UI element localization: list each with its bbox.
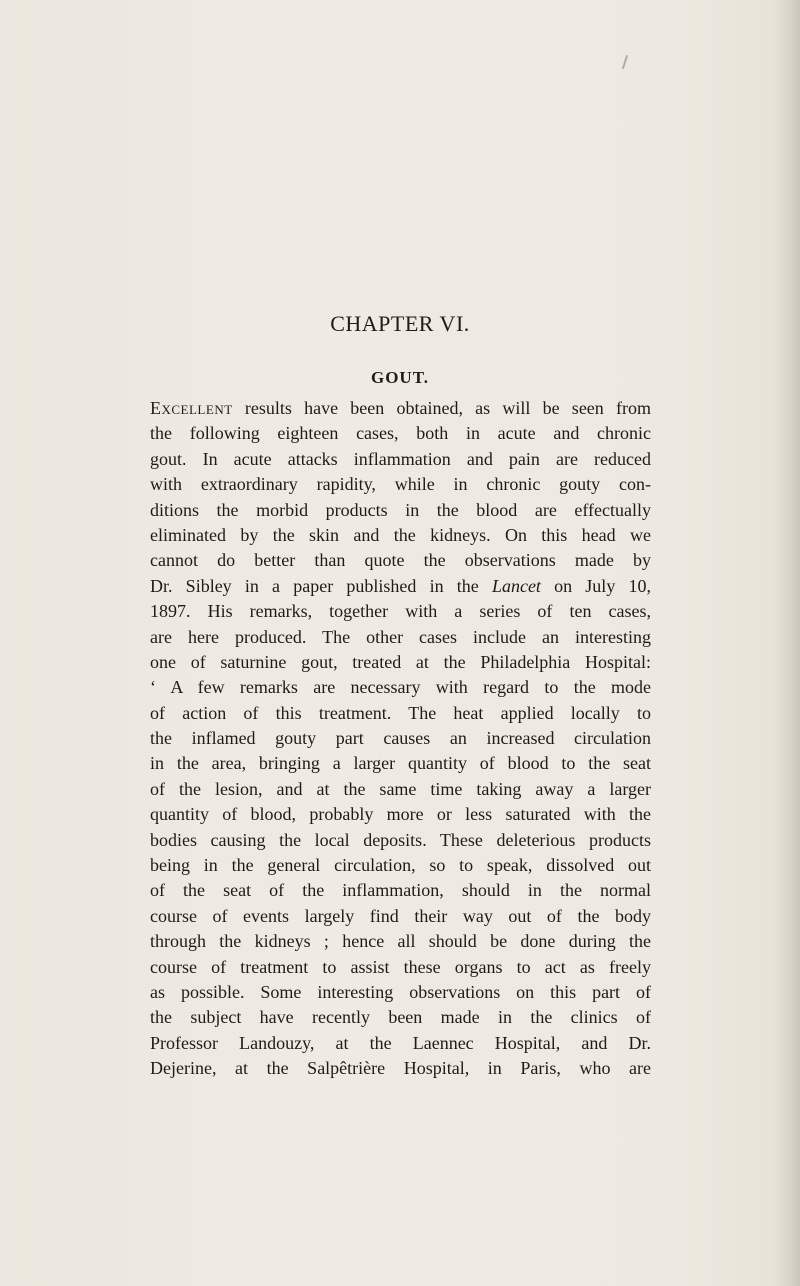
text-line: course of treatment to assist these organs to act as freely: [150, 956, 651, 977]
text-line: Dejerine, at the Salpêtrière Hospital, in Paris, who are: [150, 1058, 651, 1079]
text-line: bodies causing the local deposits. These deleterious products: [150, 829, 651, 850]
text-line: the subject have recently been made in the clinics of: [150, 1007, 651, 1028]
text-line: of action of this treatment. The heat applied locally to: [150, 702, 651, 723]
text-line: course of events largely find their way out of the body: [150, 905, 651, 926]
text-line: of the seat of the inflammation, should in the normal: [150, 880, 651, 901]
text-line: being in the general circulation, so to speak, dissolved out: [150, 855, 651, 876]
text-line: gout. In acute attacks inflammation and pain are reduced: [150, 448, 651, 469]
chapter-title: GOUT.: [370, 368, 430, 387]
paragraph: [150, 396, 651, 1082]
lead-word: Excellent: [150, 398, 233, 418]
text-line: the following eighteen cases, both in acute and chronic: [150, 423, 651, 444]
text-line: with extraordinary rapidity, while in chronic gouty con-: [150, 474, 651, 495]
text-line: in the area, bringing a larger quantity of blood to the seat: [150, 753, 651, 774]
text-line: ‘ A few remarks are necessary with regard to the mode: [150, 677, 651, 698]
text-line: quantity of blood, probably more or less saturated with the: [150, 804, 651, 825]
text-line: ditions the morbid products in the blood are effectually: [150, 499, 651, 520]
text-line: eliminated by the skin and the kidneys. On this head we: [150, 524, 651, 545]
text-line: through the kidneys ; hence all should be done during the: [150, 931, 651, 952]
text-line: Excellent results have been obtained, as will be seen from: [150, 398, 651, 418]
text-line: 1897. His remarks, together with a series of ten cases,: [150, 601, 651, 622]
journal-name: Lancet: [491, 575, 541, 596]
chapter-heading: CHAPTER VI.: [330, 311, 470, 336]
text-line: are here produced. The other cases include an interesting: [150, 626, 651, 647]
text-line: of the lesion, and at the same time taking away a larger: [150, 778, 651, 799]
text-line: Dr. Sibley in a paper published in the Lancet on July 10,: [150, 575, 651, 596]
text-line: Professor Landouzy, at the Laennec Hospital, and Dr.: [150, 1032, 651, 1053]
page-edge-shadow: [774, 0, 800, 1286]
text-line: as possible. Some interesting observations on this part of: [150, 981, 651, 1002]
text-line: the inflamed gouty part causes an increased circulation: [150, 728, 651, 749]
text-line: cannot do better than quote the observations made by: [150, 550, 651, 571]
pencil-mark: [622, 55, 628, 69]
text-line: one of saturnine gout, treated at the Philadelphia Hospital:: [150, 651, 651, 672]
